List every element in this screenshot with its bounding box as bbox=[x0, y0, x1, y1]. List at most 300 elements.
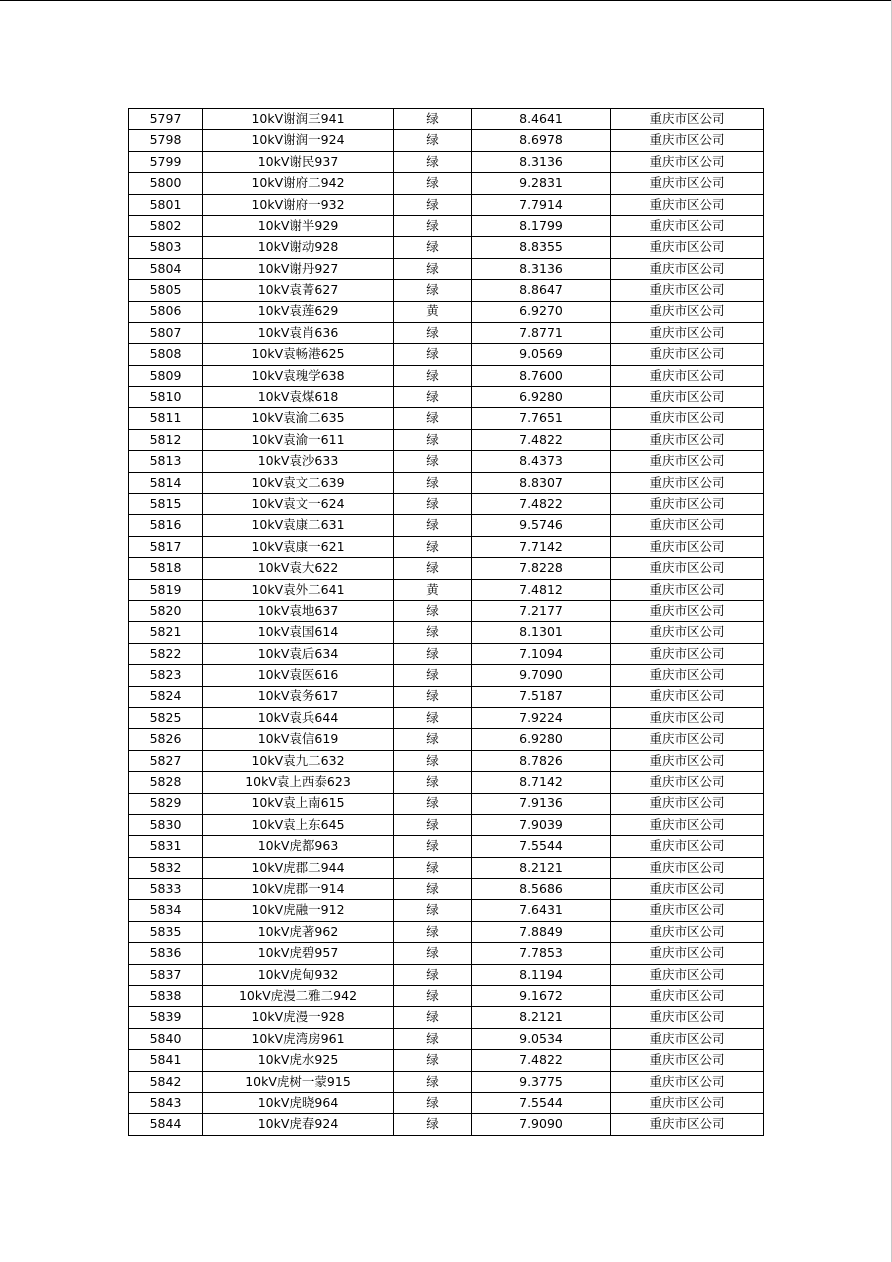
metric-value: 8.6978 bbox=[519, 132, 563, 148]
row-number-cell bbox=[129, 1028, 203, 1049]
line-name-cell bbox=[203, 729, 394, 750]
row-number-cell bbox=[129, 344, 203, 365]
value-cell bbox=[472, 387, 611, 408]
company-cell bbox=[611, 1028, 764, 1049]
status-cell bbox=[394, 686, 472, 707]
status-color-label: 绿 bbox=[426, 709, 439, 725]
line-name: 10kV袁康二631 bbox=[251, 517, 345, 533]
row-number-cell bbox=[129, 686, 203, 707]
value-cell bbox=[472, 665, 611, 686]
row-number: 5798 bbox=[149, 132, 182, 148]
row-number-cell bbox=[129, 793, 203, 814]
company-cell bbox=[611, 558, 764, 579]
row-number-cell bbox=[129, 558, 203, 579]
line-name: 10kV谢民937 bbox=[257, 153, 339, 169]
table-row bbox=[129, 451, 764, 472]
status-color-label: 绿 bbox=[426, 774, 439, 790]
value-cell bbox=[472, 258, 611, 279]
status-color-label: 绿 bbox=[426, 517, 439, 533]
row-number-cell bbox=[129, 836, 203, 857]
status-color-label: 绿 bbox=[426, 153, 439, 169]
company-cell bbox=[611, 1114, 764, 1135]
status-cell bbox=[394, 707, 472, 728]
company-name: 重庆市区公司 bbox=[649, 581, 725, 597]
row-number: 5816 bbox=[149, 517, 182, 533]
row-number-cell bbox=[129, 1092, 203, 1113]
metric-value: 8.5686 bbox=[519, 881, 563, 896]
metric-value: 9.0534 bbox=[519, 1030, 563, 1046]
status-cell bbox=[394, 836, 472, 857]
line-name-cell bbox=[203, 686, 394, 707]
row-number-cell bbox=[129, 494, 203, 515]
row-number: 5807 bbox=[149, 324, 182, 340]
status-cell bbox=[394, 109, 472, 130]
table-row bbox=[129, 1028, 764, 1049]
value-cell bbox=[472, 836, 611, 857]
table-row bbox=[129, 151, 764, 172]
status-color-label: 绿 bbox=[426, 1009, 439, 1025]
table-row bbox=[129, 707, 764, 728]
company-name: 重庆市区公司 bbox=[649, 645, 725, 661]
value-cell bbox=[472, 515, 611, 536]
company-name: 重庆市区公司 bbox=[649, 389, 725, 405]
line-name: 10kV袁务617 bbox=[257, 688, 339, 704]
row-number: 5833 bbox=[149, 881, 182, 896]
metric-value: 7.8849 bbox=[519, 923, 563, 939]
status-cell bbox=[394, 1007, 472, 1028]
row-number-cell bbox=[129, 729, 203, 750]
company-cell bbox=[611, 1071, 764, 1092]
company-name: 重庆市区公司 bbox=[649, 495, 725, 511]
value-cell bbox=[472, 215, 611, 236]
value-cell bbox=[472, 814, 611, 835]
metric-value: 8.7600 bbox=[519, 367, 563, 383]
line-name-cell bbox=[203, 900, 394, 921]
table-row bbox=[129, 921, 764, 942]
row-number: 5806 bbox=[149, 303, 182, 319]
company-cell bbox=[611, 600, 764, 621]
line-name-cell bbox=[203, 322, 394, 343]
company-name: 重庆市区公司 bbox=[649, 110, 725, 126]
metric-value: 8.1799 bbox=[519, 217, 563, 233]
company-name: 重庆市区公司 bbox=[649, 923, 725, 939]
feeder-data-table bbox=[128, 108, 764, 1136]
metric-value: 8.1194 bbox=[519, 966, 563, 982]
company-name: 重庆市区公司 bbox=[649, 217, 725, 233]
line-name-cell bbox=[203, 836, 394, 857]
metric-value: 7.4812 bbox=[519, 581, 563, 597]
status-color-label: 绿 bbox=[426, 624, 439, 640]
table-row bbox=[129, 301, 764, 322]
value-cell bbox=[472, 986, 611, 1007]
line-name: 10kV虎漫二雅二942 bbox=[238, 987, 358, 1003]
metric-value: 7.8771 bbox=[519, 324, 563, 340]
line-name-cell bbox=[203, 194, 394, 215]
line-name-cell bbox=[203, 643, 394, 664]
line-name: 10kV虎著962 bbox=[257, 923, 339, 939]
metric-value: 8.8647 bbox=[519, 282, 563, 298]
row-number-cell bbox=[129, 387, 203, 408]
line-name-cell bbox=[203, 109, 394, 130]
row-number: 5842 bbox=[149, 1073, 182, 1089]
status-color-label: 绿 bbox=[426, 495, 439, 511]
status-color-label: 绿 bbox=[426, 645, 439, 661]
line-name: 10kV袁莲629 bbox=[257, 303, 339, 319]
metric-value: 9.0569 bbox=[519, 346, 563, 362]
company-name: 重庆市区公司 bbox=[649, 602, 725, 618]
status-color-label: 黄 bbox=[426, 581, 439, 597]
company-cell bbox=[611, 921, 764, 942]
status-cell bbox=[394, 365, 472, 386]
company-name: 重庆市区公司 bbox=[649, 838, 725, 854]
status-cell bbox=[394, 451, 472, 472]
metric-value: 7.2177 bbox=[519, 602, 563, 618]
value-cell bbox=[472, 322, 611, 343]
value-cell bbox=[472, 879, 611, 900]
company-cell bbox=[611, 579, 764, 600]
row-number: 5814 bbox=[149, 474, 182, 490]
company-cell bbox=[611, 280, 764, 301]
line-name-cell bbox=[203, 1114, 394, 1135]
value-cell bbox=[472, 344, 611, 365]
table-row bbox=[129, 387, 764, 408]
table-row bbox=[129, 879, 764, 900]
status-color-label: 绿 bbox=[426, 859, 439, 875]
line-name-cell bbox=[203, 365, 394, 386]
row-number-cell bbox=[129, 986, 203, 1007]
status-color-label: 绿 bbox=[426, 838, 439, 854]
row-number-cell bbox=[129, 665, 203, 686]
company-name: 重庆市区公司 bbox=[649, 667, 725, 683]
status-cell bbox=[394, 579, 472, 600]
company-cell bbox=[611, 707, 764, 728]
line-name-cell bbox=[203, 772, 394, 793]
status-color-label: 绿 bbox=[426, 602, 439, 618]
row-number-cell bbox=[129, 130, 203, 151]
status-color-label: 绿 bbox=[426, 217, 439, 233]
row-number: 5837 bbox=[149, 966, 182, 982]
metric-value: 7.9090 bbox=[519, 1116, 563, 1132]
status-cell bbox=[394, 600, 472, 621]
row-number: 5802 bbox=[149, 217, 182, 233]
company-cell bbox=[611, 194, 764, 215]
company-name: 重庆市区公司 bbox=[649, 987, 725, 1003]
company-cell bbox=[611, 344, 764, 365]
status-cell bbox=[394, 729, 472, 750]
status-cell bbox=[394, 964, 472, 985]
row-number-cell bbox=[129, 322, 203, 343]
metric-value: 8.7826 bbox=[519, 752, 563, 768]
line-name-cell bbox=[203, 558, 394, 579]
row-number-cell bbox=[129, 643, 203, 664]
status-cell bbox=[394, 772, 472, 793]
row-number-cell bbox=[129, 280, 203, 301]
row-number: 5813 bbox=[149, 453, 182, 469]
company-cell bbox=[611, 665, 764, 686]
row-number-cell bbox=[129, 600, 203, 621]
row-number-cell bbox=[129, 814, 203, 835]
company-cell bbox=[611, 494, 764, 515]
company-name: 重庆市区公司 bbox=[649, 367, 725, 383]
line-name-cell bbox=[203, 943, 394, 964]
metric-value: 8.7142 bbox=[519, 774, 563, 790]
status-color-label: 绿 bbox=[426, 560, 439, 576]
status-color-label: 绿 bbox=[426, 1030, 439, 1046]
metric-value: 7.4822 bbox=[519, 431, 563, 447]
company-name: 重庆市区公司 bbox=[649, 324, 725, 340]
table-row bbox=[129, 258, 764, 279]
metric-value: 8.8307 bbox=[519, 474, 563, 490]
status-cell bbox=[394, 1071, 472, 1092]
line-name: 10kV袁信619 bbox=[257, 731, 339, 747]
status-color-label: 绿 bbox=[426, 923, 439, 939]
table-row bbox=[129, 494, 764, 515]
line-name: 10kV虎郡二944 bbox=[251, 859, 345, 875]
table-row bbox=[129, 365, 764, 386]
line-name: 10kV袁渝一611 bbox=[251, 431, 345, 447]
row-number-cell bbox=[129, 515, 203, 536]
status-color-label: 绿 bbox=[426, 346, 439, 362]
company-name: 重庆市区公司 bbox=[649, 153, 725, 169]
line-name-cell bbox=[203, 494, 394, 515]
row-number-cell bbox=[129, 408, 203, 429]
row-number: 5797 bbox=[149, 110, 182, 126]
line-name-cell bbox=[203, 237, 394, 258]
company-name: 重庆市区公司 bbox=[649, 1116, 725, 1132]
company-cell bbox=[611, 1007, 764, 1028]
row-number: 5810 bbox=[149, 389, 182, 405]
company-cell bbox=[611, 836, 764, 857]
status-cell bbox=[394, 643, 472, 664]
table-row bbox=[129, 836, 764, 857]
line-name: 10kV谢动928 bbox=[257, 239, 339, 255]
status-cell bbox=[394, 1114, 472, 1135]
value-cell bbox=[472, 857, 611, 878]
company-cell bbox=[611, 365, 764, 386]
row-number-cell bbox=[129, 173, 203, 194]
line-name: 10kV虎碧957 bbox=[257, 945, 339, 961]
status-cell bbox=[394, 558, 472, 579]
status-cell bbox=[394, 429, 472, 450]
status-cell bbox=[394, 280, 472, 301]
row-number-cell bbox=[129, 151, 203, 172]
metric-value: 8.4373 bbox=[519, 453, 563, 469]
company-cell bbox=[611, 879, 764, 900]
metric-value: 7.4822 bbox=[519, 495, 563, 511]
metric-value: 8.4641 bbox=[519, 110, 563, 126]
status-color-label: 绿 bbox=[426, 902, 439, 918]
company-name: 重庆市区公司 bbox=[649, 795, 725, 811]
status-cell bbox=[394, 793, 472, 814]
table-body bbox=[129, 109, 764, 1136]
status-color-label: 绿 bbox=[426, 795, 439, 811]
row-number: 5831 bbox=[149, 838, 182, 854]
row-number: 5843 bbox=[149, 1094, 182, 1110]
line-name: 10kV袁文一624 bbox=[251, 495, 345, 511]
table-row bbox=[129, 1007, 764, 1028]
table-row bbox=[129, 472, 764, 493]
line-name: 10kV虎树一蒙915 bbox=[245, 1073, 351, 1089]
status-cell bbox=[394, 472, 472, 493]
table-row bbox=[129, 900, 764, 921]
row-number-cell bbox=[129, 215, 203, 236]
table-row bbox=[129, 750, 764, 771]
status-color-label: 绿 bbox=[426, 324, 439, 340]
row-number-cell bbox=[129, 707, 203, 728]
value-cell bbox=[472, 365, 611, 386]
row-number: 5824 bbox=[149, 688, 182, 704]
status-color-label: 绿 bbox=[426, 881, 439, 896]
table-row bbox=[129, 622, 764, 643]
row-number-cell bbox=[129, 451, 203, 472]
row-number-cell bbox=[129, 772, 203, 793]
company-cell bbox=[611, 857, 764, 878]
line-name: 10kV虎郡一914 bbox=[251, 881, 345, 896]
metric-value: 7.5544 bbox=[519, 1094, 563, 1110]
company-cell bbox=[611, 622, 764, 643]
status-cell bbox=[394, 258, 472, 279]
line-name-cell bbox=[203, 408, 394, 429]
company-name: 重庆市区公司 bbox=[649, 410, 725, 426]
status-cell bbox=[394, 536, 472, 557]
status-cell bbox=[394, 879, 472, 900]
status-cell bbox=[394, 921, 472, 942]
status-color-label: 绿 bbox=[426, 816, 439, 832]
row-number-cell bbox=[129, 943, 203, 964]
row-number: 5835 bbox=[149, 923, 182, 939]
status-color-label: 绿 bbox=[426, 1094, 439, 1110]
company-name: 重庆市区公司 bbox=[649, 1094, 725, 1110]
status-color-label: 绿 bbox=[426, 367, 439, 383]
line-name: 10kV谢府一932 bbox=[251, 196, 345, 212]
status-color-label: 绿 bbox=[426, 474, 439, 490]
company-name: 重庆市区公司 bbox=[649, 453, 725, 469]
value-cell bbox=[472, 1028, 611, 1049]
value-cell bbox=[472, 943, 611, 964]
table-row bbox=[129, 1114, 764, 1135]
row-number: 5804 bbox=[149, 260, 182, 276]
metric-value: 7.7853 bbox=[519, 945, 563, 961]
company-cell bbox=[611, 173, 764, 194]
company-name: 重庆市区公司 bbox=[649, 260, 725, 276]
line-name-cell bbox=[203, 472, 394, 493]
row-number: 5829 bbox=[149, 795, 182, 811]
value-cell bbox=[472, 151, 611, 172]
line-name-cell bbox=[203, 964, 394, 985]
line-name-cell bbox=[203, 857, 394, 878]
table-row bbox=[129, 130, 764, 151]
line-name: 10kV袁渝二635 bbox=[251, 410, 345, 426]
row-number: 5821 bbox=[149, 624, 182, 640]
company-cell bbox=[611, 900, 764, 921]
metric-value: 9.3775 bbox=[519, 1073, 563, 1089]
line-name: 10kV谢润三941 bbox=[251, 110, 345, 126]
status-color-label: 黄 bbox=[426, 303, 439, 319]
row-number: 5811 bbox=[149, 410, 182, 426]
value-cell bbox=[472, 643, 611, 664]
company-cell bbox=[611, 536, 764, 557]
table-row bbox=[129, 1071, 764, 1092]
status-cell bbox=[394, 408, 472, 429]
table-row bbox=[129, 237, 764, 258]
company-name: 重庆市区公司 bbox=[649, 282, 725, 298]
metric-value: 7.1094 bbox=[519, 645, 563, 661]
status-cell bbox=[394, 665, 472, 686]
table-row bbox=[129, 772, 764, 793]
company-name: 重庆市区公司 bbox=[649, 624, 725, 640]
metric-value: 9.7090 bbox=[519, 667, 563, 683]
line-name-cell bbox=[203, 130, 394, 151]
metric-value: 7.9224 bbox=[519, 709, 563, 725]
company-name: 重庆市区公司 bbox=[649, 1052, 725, 1068]
status-cell bbox=[394, 173, 472, 194]
company-cell bbox=[611, 472, 764, 493]
status-cell bbox=[394, 622, 472, 643]
value-cell bbox=[472, 921, 611, 942]
line-name-cell bbox=[203, 1092, 394, 1113]
line-name: 10kV虎春924 bbox=[257, 1116, 339, 1132]
row-number: 5805 bbox=[149, 282, 182, 298]
company-name: 重庆市区公司 bbox=[649, 175, 725, 191]
table-row bbox=[129, 515, 764, 536]
table-row bbox=[129, 194, 764, 215]
line-name: 10kV虎甸932 bbox=[257, 966, 339, 982]
metric-value: 8.3136 bbox=[519, 260, 563, 276]
metric-value: 7.9136 bbox=[519, 795, 563, 811]
company-cell bbox=[611, 772, 764, 793]
company-name: 重庆市区公司 bbox=[649, 538, 725, 554]
row-number-cell bbox=[129, 879, 203, 900]
table-row bbox=[129, 729, 764, 750]
line-name-cell bbox=[203, 579, 394, 600]
row-number-cell bbox=[129, 857, 203, 878]
value-cell bbox=[472, 579, 611, 600]
value-cell bbox=[472, 707, 611, 728]
metric-value: 7.9039 bbox=[519, 816, 563, 832]
line-name-cell bbox=[203, 600, 394, 621]
row-number-cell bbox=[129, 964, 203, 985]
status-color-label: 绿 bbox=[426, 752, 439, 768]
row-number: 5839 bbox=[149, 1009, 182, 1025]
status-color-label: 绿 bbox=[426, 987, 439, 1003]
status-cell bbox=[394, 900, 472, 921]
status-cell bbox=[394, 750, 472, 771]
line-name: 10kV袁上东645 bbox=[251, 816, 345, 832]
status-color-label: 绿 bbox=[426, 132, 439, 148]
company-name: 重庆市区公司 bbox=[649, 132, 725, 148]
line-name-cell bbox=[203, 215, 394, 236]
company-cell bbox=[611, 408, 764, 429]
status-cell bbox=[394, 130, 472, 151]
line-name: 10kV谢润一924 bbox=[251, 132, 345, 148]
line-name-cell bbox=[203, 387, 394, 408]
table-row bbox=[129, 109, 764, 130]
value-cell bbox=[472, 109, 611, 130]
value-cell bbox=[472, 793, 611, 814]
table-row bbox=[129, 322, 764, 343]
value-cell bbox=[472, 130, 611, 151]
line-name: 10kV袁畅港625 bbox=[251, 346, 345, 362]
metric-value: 7.7142 bbox=[519, 538, 563, 554]
company-cell bbox=[611, 686, 764, 707]
metric-value: 6.9270 bbox=[519, 303, 563, 319]
company-cell bbox=[611, 258, 764, 279]
line-name-cell bbox=[203, 921, 394, 942]
row-number: 5840 bbox=[149, 1030, 182, 1046]
status-cell bbox=[394, 986, 472, 1007]
company-name: 重庆市区公司 bbox=[649, 560, 725, 576]
line-name-cell bbox=[203, 665, 394, 686]
